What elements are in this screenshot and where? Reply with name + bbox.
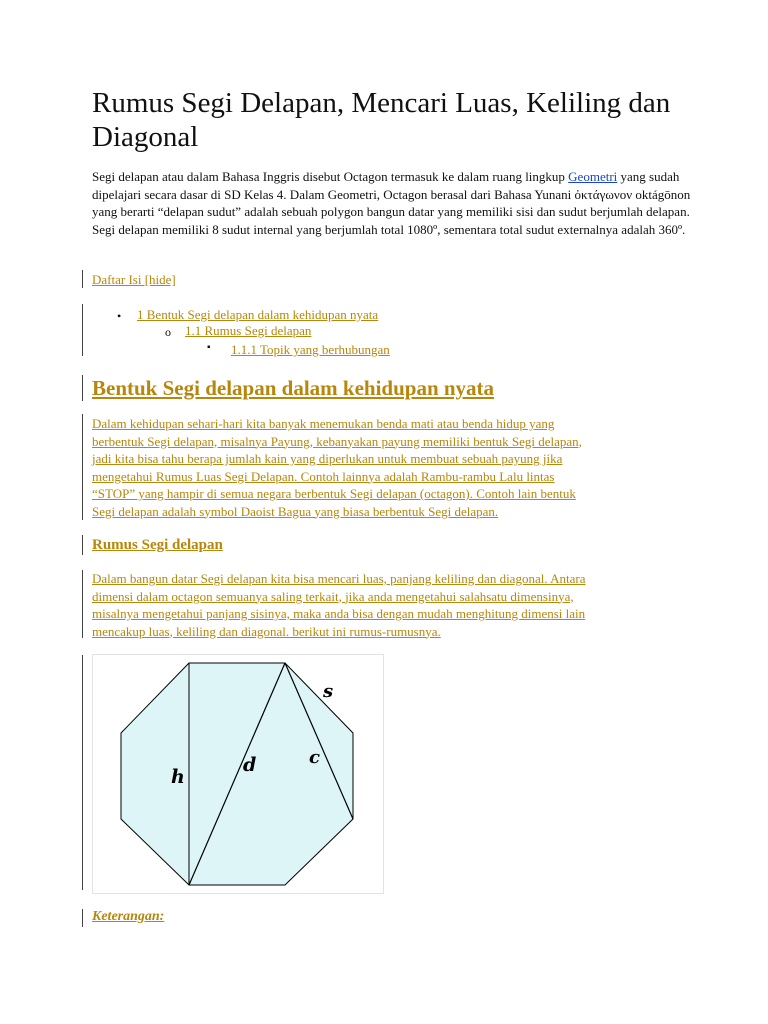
toc-toggle-link[interactable]: Daftar Isi [hide]	[92, 272, 176, 287]
section1-line[interactable]: mengetahui Rumus Luas Segi Delapan. Contoh lainnya adalah Rambu-rambu Lalu lintas	[92, 468, 555, 484]
note-bar	[82, 909, 83, 927]
section2-line[interactable]: misalnya mengetahui panjang sisinya, maka anda bisa dengan mudah menghitung dimensi lain	[92, 606, 586, 621]
label-h: h	[171, 766, 185, 788]
toc-item-1[interactable]: 1 Bentuk Segi delapan dalam kehidupan nyata	[137, 307, 379, 322]
article-title: Rumus Segi Delapan, Mencari Luas, Keliling dan Diagonal	[92, 87, 671, 153]
label-d: d	[243, 754, 257, 776]
section1-line[interactable]: Dalam kehidupan sehari-hari kita banyak menemukan benda mati atau benda hidup yang	[92, 416, 555, 431]
intro-text-start: Segi delapan atau dalam Bahasa Inggris disebut Octagon termasuk ke dalam ruang lingkup	[92, 169, 569, 184]
label-c: c	[309, 747, 320, 768]
intro-paragraph	[92, 168, 692, 238]
section2-line[interactable]: Dalam bangun datar Segi delapan kita bisa mencari luas, panjang keliling dan diagonal. Antara	[92, 571, 586, 586]
section2-paragraph	[92, 570, 692, 640]
section2-heading-bar	[82, 535, 83, 555]
octagon-figure	[92, 654, 384, 894]
section1-line[interactable]: jadi kita bisa tahu berapa jumlah kain yang diperlukan untuk membuat sebuah payung jika	[92, 451, 563, 466]
geometri-link[interactable]: Geometri	[568, 169, 618, 184]
section2-heading[interactable]: Rumus Segi delapan	[92, 537, 223, 553]
section1-bar	[82, 414, 83, 520]
keterangan-label[interactable]: Keterangan:	[92, 909, 165, 924]
toc-item-3[interactable]: 1.1.1 Topik yang berhubungan	[231, 342, 390, 357]
section1-paragraph	[92, 415, 692, 520]
label-s: s	[323, 681, 334, 702]
toc-item-2[interactable]: 1.1 Rumus Segi delapan	[185, 323, 312, 338]
toc-bullet-3: ▪	[207, 342, 211, 353]
toc-title-bar	[82, 270, 83, 288]
toc-bullet-1: •	[117, 309, 122, 323]
toc-bullet-2: o	[165, 325, 171, 339]
section1-line[interactable]: berbentuk Segi delapan, misalnya Payung, kebanyakan payung memiliki bentuk Segi delapan,	[92, 433, 582, 449]
section1-line[interactable]: “STOP” yang hampir di semua negara berbentuk Segi delapan (octagon). Contoh lain bentuk	[92, 486, 576, 501]
section2-bar	[82, 570, 83, 638]
octagon-diagram	[93, 655, 383, 893]
figure-bar	[82, 655, 83, 890]
section2-line[interactable]: dimensi dalam octagon semuanya saling terkait, jika anda mengetahui salahsatu dimensinya,	[92, 588, 574, 604]
section1-line[interactable]: Segi delapan adalah symbol Daoist Bagua yang biasa berbentuk Segi delapan.	[92, 503, 499, 519]
toc-list-bar	[82, 304, 83, 356]
intro-text-end: yang sudah dipelajari secara dasar di SD Kelas 4. Dalam Geometri, Octagon berasal dari Bahasa Yunani ὀκτάγωνον oktágōnon yang berarti “delapan sudut” adalah sebuah polygon bangun datar yang memiliki sisi dan sudut berjumlah delapan. Segi delapan memiliki 8 sudut internal yang berjumlah total 1080º, sementara total sudut externalnya adalah 360º.	[92, 169, 691, 237]
section2-line[interactable]: mencakup luas, keliling dan diagonal. berikut ini rumus-rumusnya.	[92, 623, 441, 639]
section1-heading-bar	[82, 375, 83, 401]
section1-heading[interactable]: Bentuk Segi delapan dalam kehidupan nyata	[92, 376, 495, 400]
